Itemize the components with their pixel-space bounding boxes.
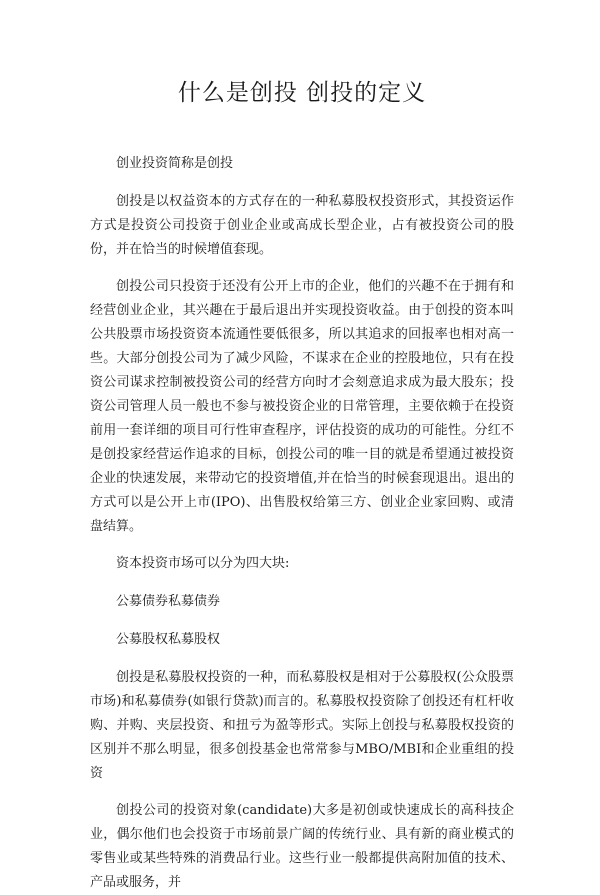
paragraph-investment-approach: 创投公司只投资于还没有公开上市的企业，他们的兴趣不在于拥有和经营创业企业，其兴趣在于最后退出并实现投资收益。由于创投的资本叫公共股票市场投资资本流通性要低很多，所以其追求的回报率也相对高一些。大部分创投公司为了减少风险，不谋求在企业的控股地位，只有在投资公司谋求控制被投资公司的经营方向时才会刻意追求成为最大股东；投资公司管理人员一般也不参与被投资企业的日常管理，主要依赖于在投资前用一套详细的项目可行性审查程序，评估投资的成功的可能性。分红不是创投家经营运作追求的目标，创投公司的唯一目的就是希望通过被投资企业的快速发展，来带动它的投资增值,并在恰当的时候套现退出。退出的方式可以是公开上市(IPO)、出售股权给第三方、创业企业家回购、或清盘结算。: [90, 279, 514, 534]
paragraph-intro: 创业投资简称是创投: [116, 156, 234, 171]
paragraph-definition: 创投是以权益资本的方式存在的一种私募股权投资形式，其投资运作方式是投资公司投资于创业企业或高成长型企业，占有被投资公司的股份，并在恰当的时候增值套现。: [90, 194, 514, 257]
paragraph-bonds: 公募债券私募债券: [116, 594, 221, 609]
paragraph-equity: 公募股权私募股权: [116, 632, 221, 647]
paragraph-market-segments: 资本投资市场可以分为四大块:: [116, 556, 290, 571]
page-title: 什么是创投 创投的定义: [177, 80, 427, 106]
paragraph-private-equity: 创投是私募股权投资的一种，而私募股权是相对于公募股权(公众股票市场)和私募债券(如银行贷款)而言的。私募股权投资除了创投还有杠杆收购、并购、夹层投资、和扭亏为盈等形式。实际上创投与私募股权投资的区别并不那么明显，很多创投基金也常常参与MBO/MBI和企业重组的投资: [90, 670, 514, 781]
paragraph-investment-targets: 创投公司的投资对象(candidate)大多是初创或快速成长的高科技企业，偶尔他们也会投资于市场前景广阔的传统行业、具有新的商业模式的零售业或某些特殊的消费品行业。这些行业一般都提供高附加值的技术、产品或服务，并: [90, 803, 514, 890]
